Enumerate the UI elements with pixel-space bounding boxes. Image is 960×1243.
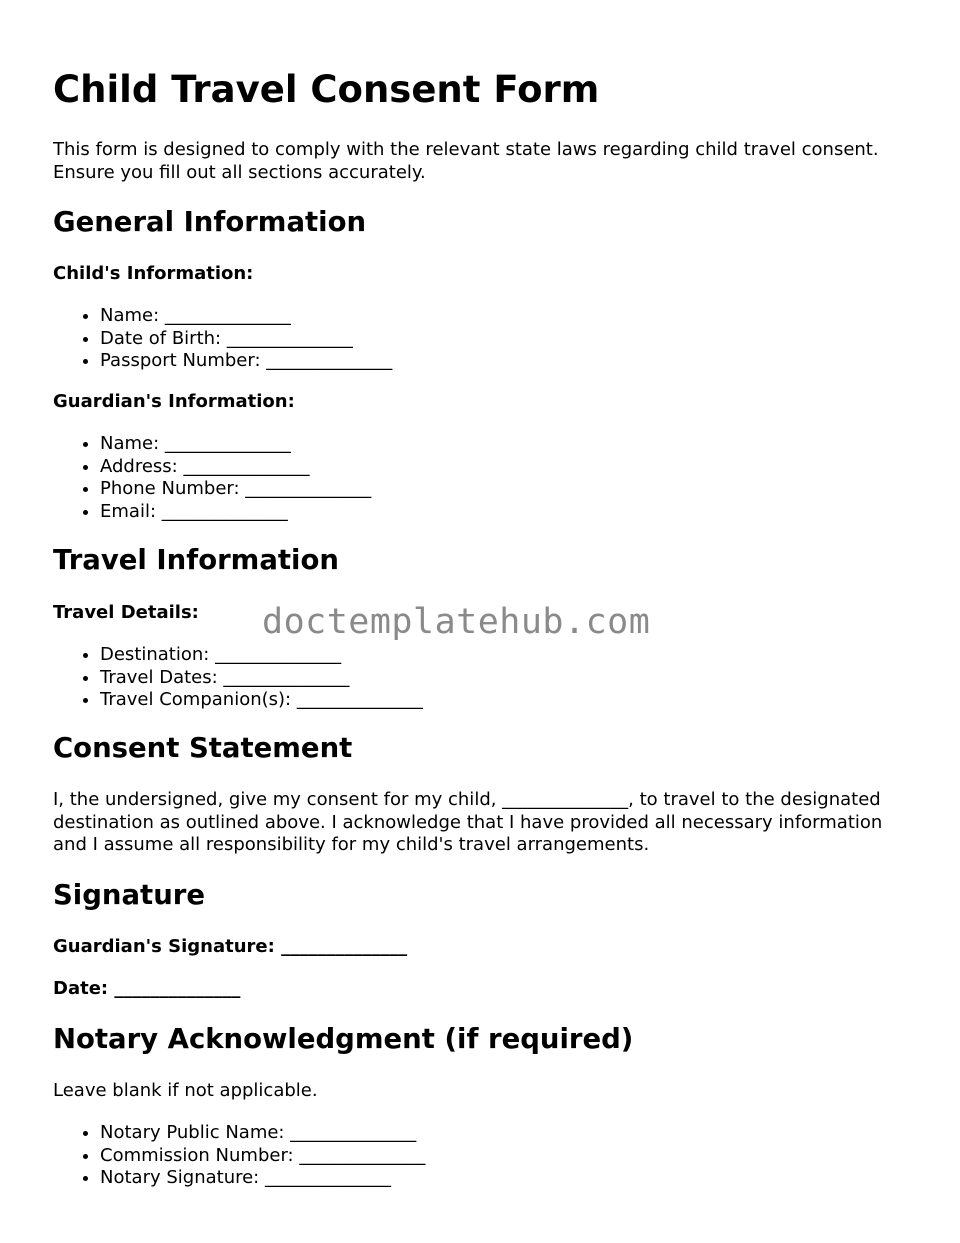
travel-companions-field: • Travel Companion(s): ______________ xyxy=(100,689,423,712)
guardian-name-field: • Name: ______________ xyxy=(100,433,371,456)
guardian-phone-field: • Phone Number: ______________ xyxy=(100,478,371,501)
child-passport-field: • Passport Number: ______________ xyxy=(100,350,392,373)
child-info-label: Child's Information: xyxy=(53,263,254,284)
child-dob-field: • Date of Birth: ______________ xyxy=(100,328,392,351)
guardian-info-list xyxy=(53,433,371,523)
notary-heading: Notary Acknowledgment (if required) xyxy=(53,1023,634,1055)
commission-number-field: • Commission Number: ______________ xyxy=(100,1145,425,1168)
guardian-email-field: • Email: ______________ xyxy=(100,501,371,524)
child-info-list xyxy=(53,305,392,373)
guardian-signature-field: Guardian's Signature: ______________ xyxy=(53,936,408,957)
general-info-heading: General Information xyxy=(53,206,367,238)
travel-details-label: Travel Details: xyxy=(53,602,199,623)
signature-date-field: Date: ______________ xyxy=(53,978,241,999)
travel-details-list xyxy=(53,644,423,712)
watermark: doctemplatehub.com xyxy=(262,602,651,642)
consent-heading: Consent Statement xyxy=(53,732,353,764)
signature-heading: Signature xyxy=(53,879,205,911)
consent-paragraph: I, the undersigned, give my consent for my child, ______________, to travel to the designated destination as outlined above. I acknowledge that I have provided all necessary information and I assume all responsibility for my child's travel arrangements. xyxy=(53,789,883,855)
page-title: Child Travel Consent Form xyxy=(53,68,600,111)
intro-paragraph: This form is designed to comply with the relevant state laws regarding child travel consent. Ensure you fill out all sections accurately. xyxy=(53,139,879,183)
notary-list xyxy=(53,1122,425,1190)
destination-field: • Destination: ______________ xyxy=(100,644,423,667)
notary-signature-field: • Notary Signature: ______________ xyxy=(100,1167,425,1190)
notary-note: Leave blank if not applicable. xyxy=(53,1080,318,1101)
child-name-field: • Name: ______________ xyxy=(100,305,392,328)
guardian-address-field: • Address: ______________ xyxy=(100,456,371,479)
travel-dates-field: • Travel Dates: ______________ xyxy=(100,667,423,690)
travel-info-heading: Travel Information xyxy=(53,544,339,576)
notary-name-field: • Notary Public Name: ______________ xyxy=(100,1122,425,1145)
guardian-info-label: Guardian's Information: xyxy=(53,391,295,412)
